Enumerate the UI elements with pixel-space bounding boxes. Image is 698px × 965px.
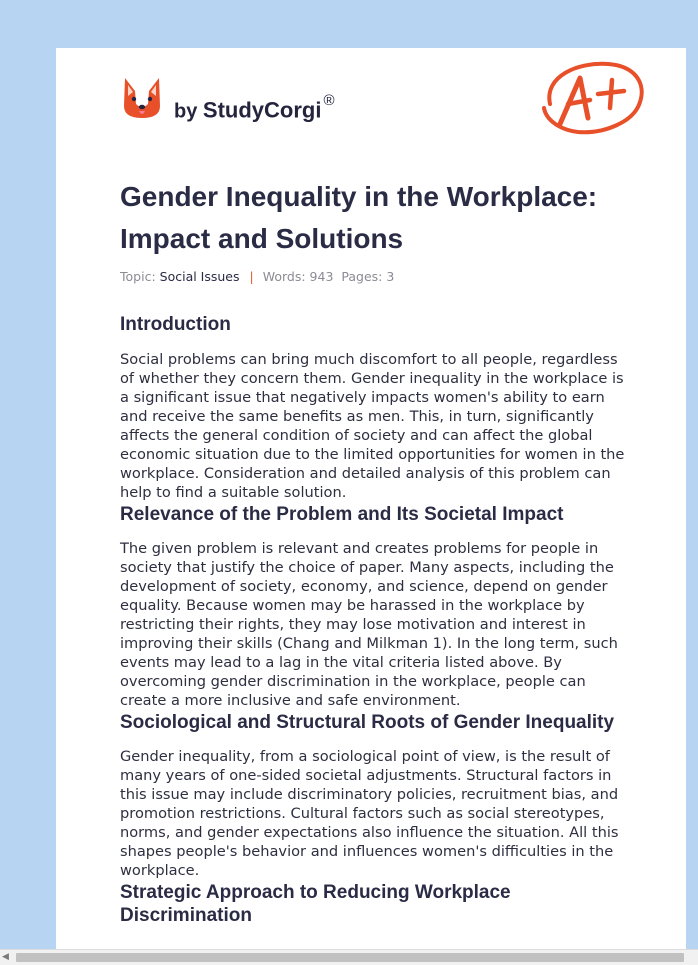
section-heading-relevance: Relevance of the Problem and Its Societal Impact [120,504,564,525]
brand-name[interactable] [174,92,335,123]
section-heading-roots: Sociological and Structural Roots of Gender Inequality [120,712,615,733]
section-paragraph-relevance: The given problem is relevant and creates problems for people in society that justify the choice of paper. Many aspects, including the development of society, economy, and science, depend on gender equality. Because women may be harassed in the workplace by restricting their rights, they may lose motivation and interest in improving their skills (Chang and Milkman 1). In the long term, such events may lead to a lag in the vital criteria listed above. By overcoming gender discrimination in the workplace, people can create a more inclusive and safe environment. [120,540,618,709]
document-title: Gender Inequality in the Workplace: Impact and Solutions [120,181,598,254]
meta-separator: | [249,269,254,284]
a-plus-grade-icon [538,58,648,140]
section-heading-strategy: Strategic Approach to Reducing Workplace Discrimination [120,882,511,926]
horizontal-scrollbar[interactable] [0,949,698,965]
corgi-logo-icon [122,76,162,120]
brand-by: by [174,100,203,123]
brand-wordmark: StudyCorgi [202,97,322,123]
document-body [120,314,632,940]
topic-link[interactable]: Social Issues [159,269,240,284]
document-page [56,48,686,950]
section-paragraph-roots: Gender inequality, from a sociological point of view, is the result of many years of one-sided societal adjustments. Structural factors in this issue may include discriminatory policies, recruitment bias, and promotion restrictions. Cultural factors such as social stereotypes, norms, and gender expectations also influence the situation. All this shapes people's behavior and influences women's difficulties in the workplace. [120,748,619,879]
section-paragraph-introduction: Social problems can bring much discomfort to all people, regardless of whether they concern them. Gender inequality in the workplace is a significant issue that negatively impacts women's ability to earn and receive the same benefits as men. This, in turn, significantly affects the general condition of society and can affect the global economic situation due to the limited opportunities for women in the workplace. Consideration and detailed analysis of this problem can help to find a suitable solution. [120,351,625,501]
scroll-left-arrow-icon[interactable]: ◀ [2,952,9,962]
word-count: Words: 943 [262,269,334,284]
document-meta [120,269,394,284]
page-count: Pages: 3 [341,269,395,284]
registered-mark: ® [323,92,335,109]
scrollbar-thumb[interactable] [16,953,684,962]
section-heading-introduction: Introduction [120,314,231,335]
topic-label: Topic: [120,269,156,284]
